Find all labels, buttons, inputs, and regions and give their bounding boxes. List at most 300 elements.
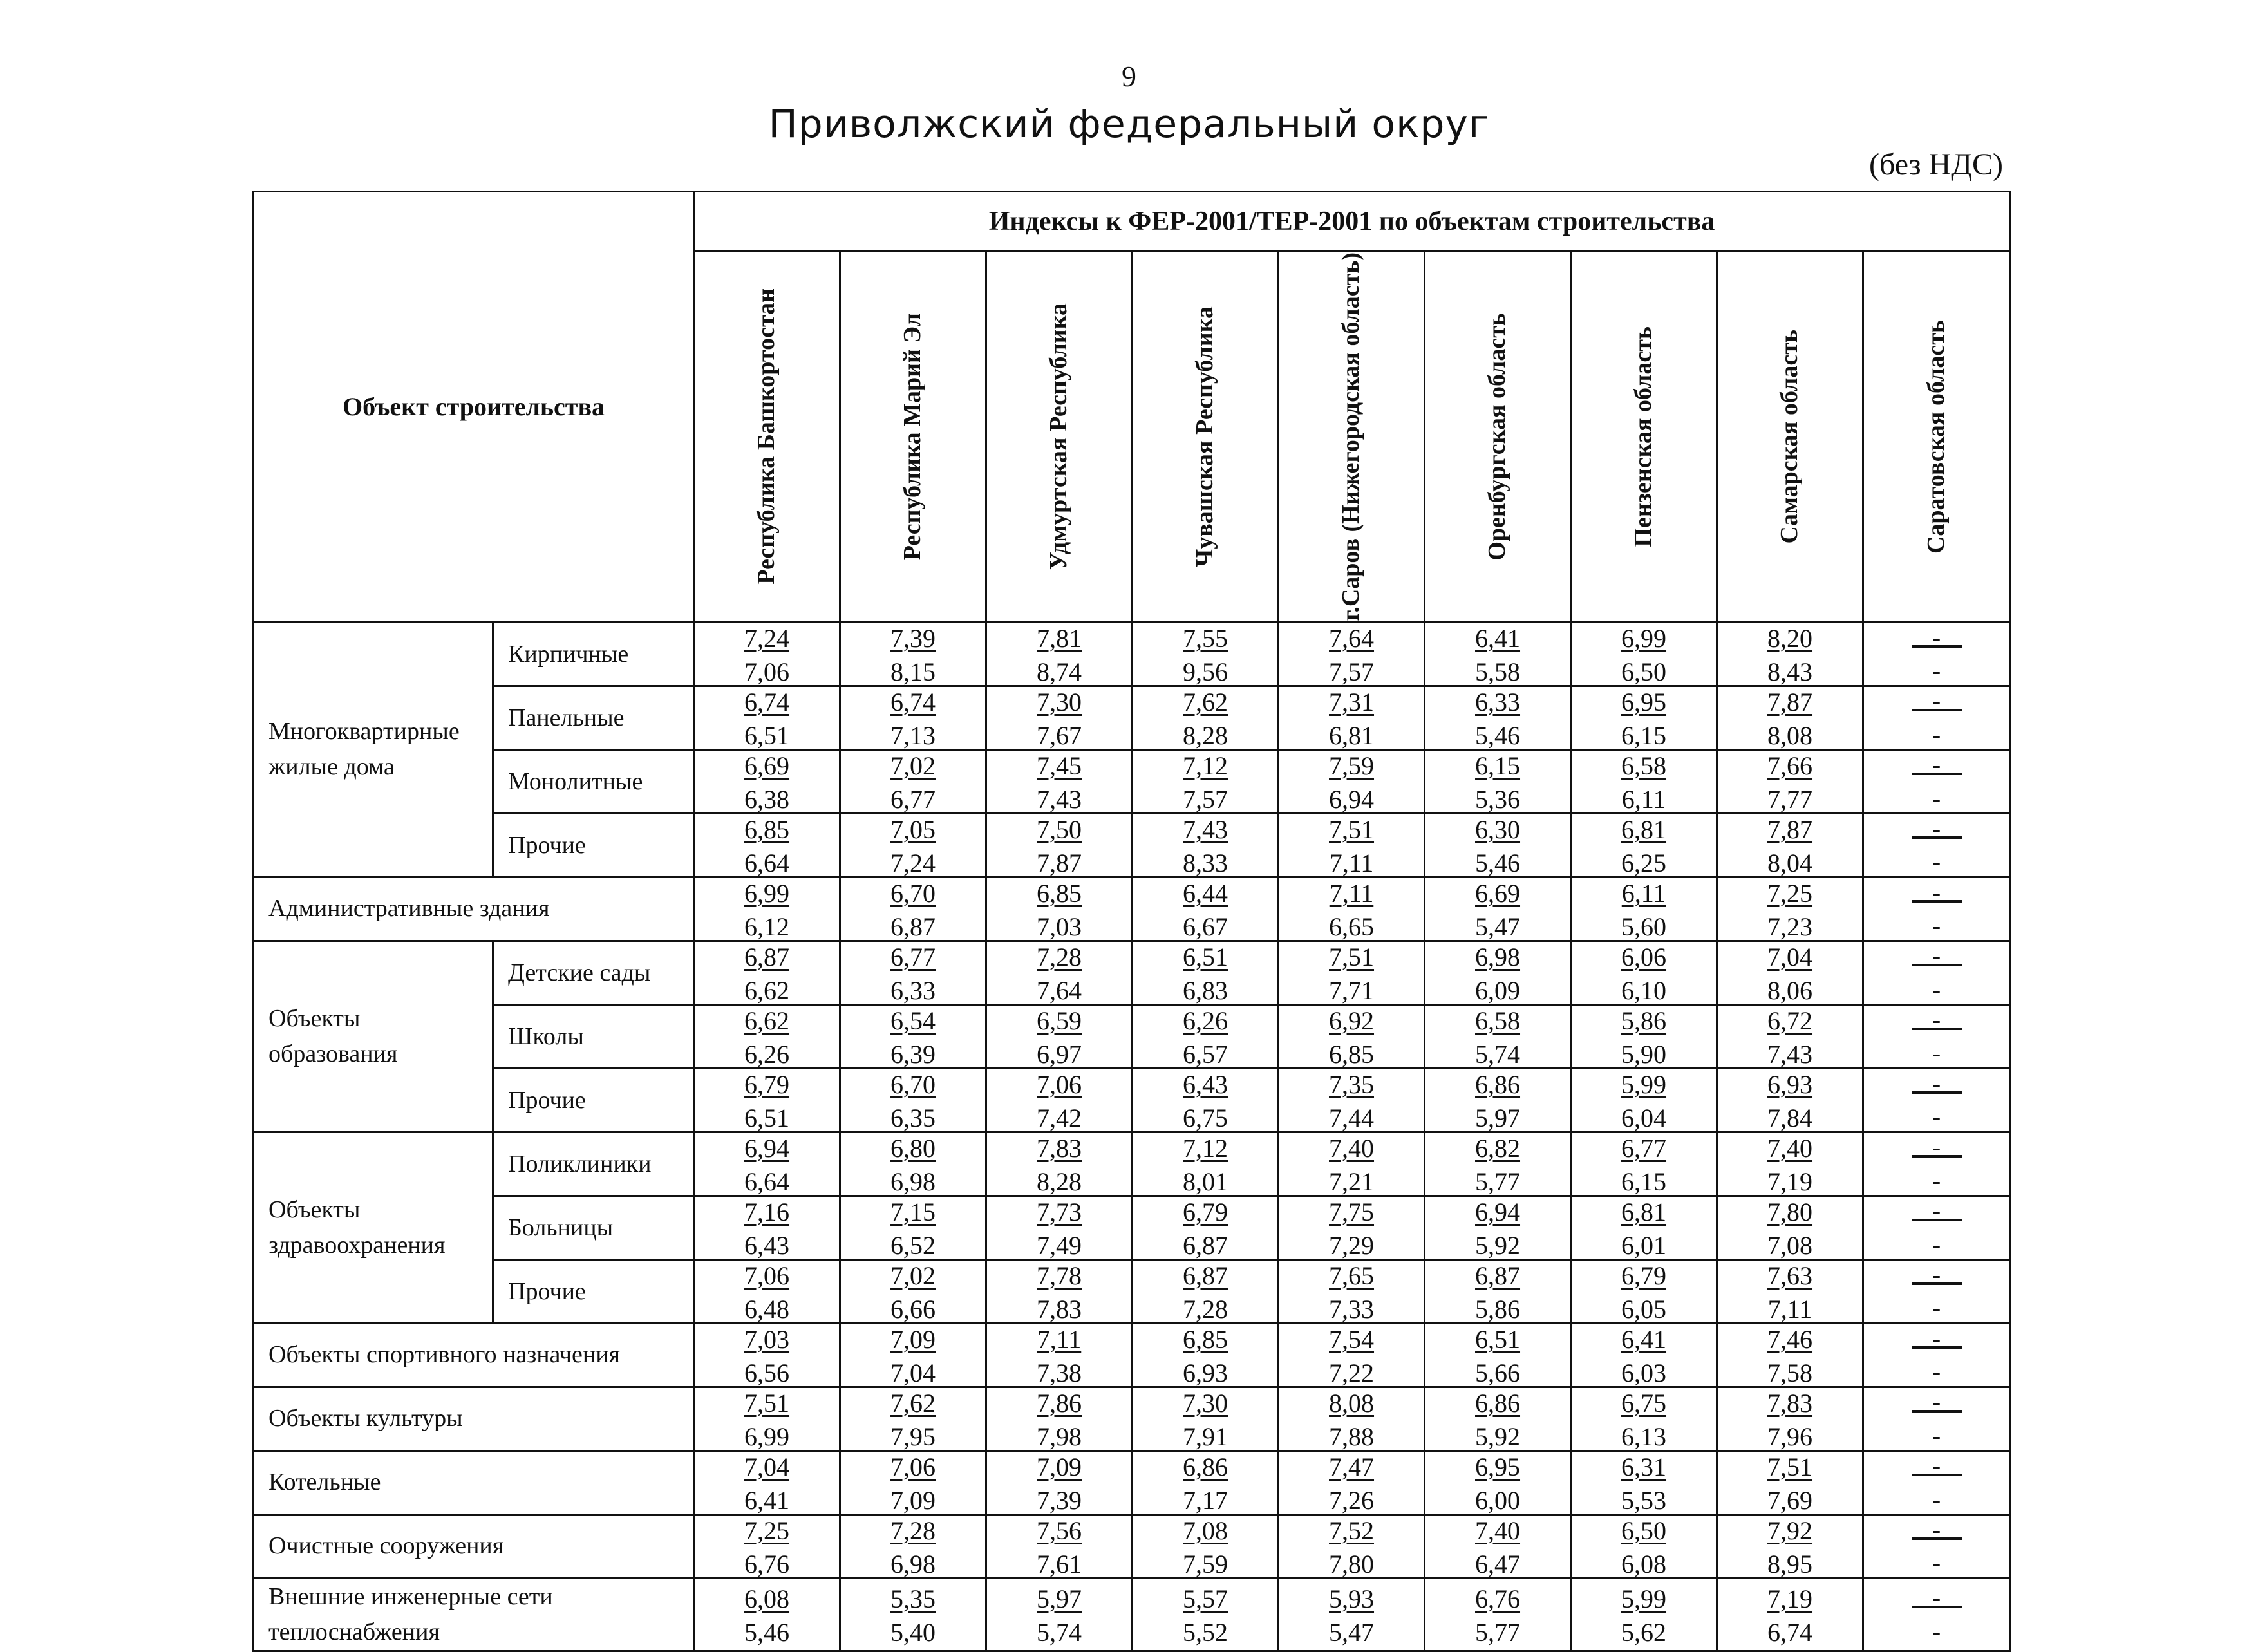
index-value-bottom: 7,06 bbox=[744, 657, 790, 686]
index-value-bottom: 7,24 bbox=[890, 848, 936, 878]
index-value-top: 7,54 bbox=[1329, 1324, 1375, 1354]
table-row bbox=[254, 1004, 2010, 1068]
group-label: Объекты образования bbox=[254, 941, 493, 1132]
index-cell bbox=[1133, 1004, 1279, 1068]
index-value-bottom: 6,98 bbox=[890, 1167, 936, 1196]
index-cell bbox=[1863, 1450, 2010, 1514]
index-value-top: 6,85 bbox=[744, 814, 790, 844]
index-value-top: 7,50 bbox=[1037, 814, 1082, 844]
index-cell bbox=[694, 877, 840, 941]
index-cell bbox=[1133, 1196, 1279, 1259]
index-value-top: - bbox=[1912, 757, 1962, 775]
index-cell bbox=[986, 1450, 1133, 1514]
index-cell bbox=[694, 1514, 840, 1578]
index-value-bottom: 7,08 bbox=[1767, 1230, 1813, 1260]
index-value-top: 6,98 bbox=[1475, 942, 1521, 971]
index-cell bbox=[1279, 1450, 1425, 1514]
index-value-bottom: 6,87 bbox=[1183, 1230, 1228, 1260]
index-value-bottom: 8,74 bbox=[1037, 657, 1082, 686]
index-cell bbox=[986, 1514, 1133, 1578]
index-value-bottom: 6,25 bbox=[1621, 848, 1667, 878]
index-cell bbox=[1133, 1514, 1279, 1578]
index-cell bbox=[1133, 1259, 1279, 1323]
index-value-bottom: 7,04 bbox=[890, 1358, 936, 1387]
index-cell bbox=[1425, 1450, 1571, 1514]
column-header bbox=[1717, 252, 1863, 623]
index-value-bottom: 5,47 bbox=[1329, 1617, 1375, 1647]
index-cell bbox=[1425, 749, 1571, 813]
index-value-bottom: 7,77 bbox=[1767, 784, 1813, 814]
index-cell bbox=[1717, 622, 1863, 686]
index-value-bottom: 7,33 bbox=[1329, 1294, 1375, 1324]
index-cell bbox=[840, 622, 986, 686]
index-value-bottom: 7,49 bbox=[1037, 1230, 1082, 1260]
index-value-bottom: 6,98 bbox=[890, 1549, 936, 1579]
index-value-bottom: 6,77 bbox=[890, 784, 936, 814]
index-value-top: 7,64 bbox=[1329, 623, 1375, 653]
index-cell bbox=[986, 941, 1133, 1004]
index-value-top: 7,03 bbox=[744, 1324, 790, 1354]
index-cell bbox=[1279, 1196, 1425, 1259]
index-value-bottom: 6,74 bbox=[1767, 1617, 1813, 1647]
index-value-top: 5,99 bbox=[1621, 1069, 1667, 1099]
table-row bbox=[254, 941, 2010, 1004]
index-value-bottom: 5,74 bbox=[1475, 1039, 1521, 1069]
index-value-bottom: 5,92 bbox=[1475, 1230, 1521, 1260]
index-cell bbox=[1425, 1068, 1571, 1132]
index-cell bbox=[1133, 686, 1279, 749]
index-value-bottom: 6,15 bbox=[1621, 1167, 1667, 1196]
index-cell bbox=[986, 686, 1133, 749]
index-value-bottom: 8,06 bbox=[1767, 975, 1813, 1005]
index-cell bbox=[986, 622, 1133, 686]
index-value-bottom: 6,00 bbox=[1475, 1485, 1521, 1515]
index-value-top: 7,81 bbox=[1037, 623, 1082, 653]
index-value-top: 6,79 bbox=[1183, 1197, 1228, 1226]
subcategory-label: Панельные bbox=[493, 686, 694, 749]
index-value-bottom: 6,93 bbox=[1183, 1358, 1228, 1387]
index-value-bottom: 7,69 bbox=[1767, 1485, 1813, 1515]
index-value-top: 7,06 bbox=[1037, 1069, 1082, 1099]
index-cell bbox=[1425, 1514, 1571, 1578]
index-value-bottom: 5,66 bbox=[1475, 1358, 1521, 1387]
index-value-top: 7,02 bbox=[890, 1261, 936, 1290]
index-value-top: 6,86 bbox=[1475, 1388, 1521, 1418]
index-value-bottom: 6,26 bbox=[744, 1039, 790, 1069]
index-value-bottom: - bbox=[1932, 1229, 1941, 1259]
index-value-bottom: 6,38 bbox=[744, 784, 790, 814]
index-cell bbox=[1571, 1387, 1717, 1450]
index-value-top: 7,19 bbox=[1767, 1584, 1813, 1613]
index-value-bottom: 7,11 bbox=[1767, 1294, 1812, 1324]
index-value-bottom: - bbox=[1932, 655, 1941, 685]
index-value-bottom: 5,40 bbox=[890, 1617, 936, 1647]
index-value-bottom: 7,71 bbox=[1329, 975, 1375, 1005]
index-value-top: 6,69 bbox=[744, 751, 790, 780]
index-value-bottom: 6,52 bbox=[890, 1230, 936, 1260]
index-value-top: 7,09 bbox=[890, 1324, 936, 1354]
index-value-top: 7,28 bbox=[890, 1516, 936, 1545]
index-cell bbox=[1279, 1004, 1425, 1068]
index-cell bbox=[1133, 877, 1279, 941]
index-value-top: 7,40 bbox=[1475, 1516, 1521, 1545]
index-value-top: 7,40 bbox=[1767, 1133, 1813, 1163]
index-value-bottom: 6,57 bbox=[1183, 1039, 1228, 1069]
index-value-bottom: 7,88 bbox=[1329, 1422, 1375, 1451]
index-value-bottom: 7,61 bbox=[1037, 1549, 1082, 1579]
table-row bbox=[254, 1578, 2010, 1651]
index-value-top: 7,78 bbox=[1037, 1261, 1082, 1290]
column-header-label: Пензенская область bbox=[1630, 326, 1657, 547]
index-value-top: 6,51 bbox=[1475, 1324, 1521, 1354]
index-cell bbox=[1863, 1387, 2010, 1450]
index-value-bottom: 6,51 bbox=[744, 1103, 790, 1132]
index-cell bbox=[694, 813, 840, 877]
index-value-top: 6,62 bbox=[744, 1006, 790, 1035]
index-cell bbox=[1425, 941, 1571, 1004]
index-value-bottom: - bbox=[1932, 1548, 1941, 1577]
index-cell bbox=[986, 877, 1133, 941]
index-value-top: 7,66 bbox=[1767, 751, 1813, 780]
index-cell bbox=[1571, 1132, 1717, 1196]
index-value-top: 7,24 bbox=[744, 623, 790, 653]
index-cell bbox=[1571, 1323, 1717, 1387]
index-value-top: 7,11 bbox=[1329, 878, 1374, 908]
index-cell bbox=[1571, 1004, 1717, 1068]
index-value-top: 7,51 bbox=[1767, 1452, 1813, 1481]
subcategory-label: Больницы bbox=[493, 1196, 694, 1259]
index-value-top: 6,95 bbox=[1621, 687, 1667, 717]
index-cell bbox=[1717, 877, 1863, 941]
index-value-top: 7,59 bbox=[1329, 751, 1375, 780]
table-row bbox=[254, 1323, 2010, 1387]
table-row bbox=[254, 813, 2010, 877]
index-value-top: 7,30 bbox=[1183, 1388, 1228, 1418]
index-value-top: 6,51 bbox=[1183, 942, 1228, 971]
index-value-bottom: - bbox=[1932, 1356, 1941, 1386]
index-cell bbox=[694, 1578, 840, 1651]
index-value-bottom: 6,67 bbox=[1183, 912, 1228, 941]
index-value-bottom: 6,75 bbox=[1183, 1103, 1228, 1132]
table-row bbox=[254, 686, 2010, 749]
index-cell bbox=[1133, 941, 1279, 1004]
index-value-bottom: 6,94 bbox=[1329, 784, 1375, 814]
index-value-top: 7,92 bbox=[1767, 1516, 1813, 1545]
index-value-bottom: 6,47 bbox=[1475, 1549, 1521, 1579]
index-cell bbox=[1279, 686, 1425, 749]
index-value-top: 7,51 bbox=[744, 1388, 790, 1418]
index-value-bottom: 6,10 bbox=[1621, 975, 1667, 1005]
column-header bbox=[1425, 252, 1571, 623]
index-cell bbox=[840, 686, 986, 749]
index-value-bottom: 5,47 bbox=[1475, 912, 1521, 941]
index-value-top: - bbox=[1912, 1140, 1962, 1158]
index-cell bbox=[694, 1323, 840, 1387]
index-value-top: 6,80 bbox=[890, 1133, 936, 1163]
index-value-bottom: 7,23 bbox=[1767, 912, 1813, 941]
index-value-bottom: 7,09 bbox=[890, 1485, 936, 1515]
index-cell bbox=[986, 1259, 1133, 1323]
index-value-top: 6,72 bbox=[1767, 1006, 1813, 1035]
index-cell bbox=[1863, 1578, 2010, 1651]
index-value-top: 7,35 bbox=[1329, 1069, 1375, 1099]
index-cell bbox=[986, 1578, 1133, 1651]
index-value-top: - bbox=[1912, 1458, 1962, 1476]
index-value-bottom: 5,92 bbox=[1475, 1422, 1521, 1451]
category-label: Административные здания bbox=[254, 877, 694, 941]
page-number: 9 bbox=[1122, 60, 1136, 93]
index-value-bottom: 7,29 bbox=[1329, 1230, 1375, 1260]
index-value-top: 5,99 bbox=[1621, 1584, 1667, 1613]
index-value-top: 7,47 bbox=[1329, 1452, 1375, 1481]
index-cell bbox=[1571, 877, 1717, 941]
index-cell bbox=[694, 749, 840, 813]
index-value-bottom: 7,80 bbox=[1329, 1549, 1375, 1579]
index-value-top: 7,39 bbox=[890, 623, 936, 653]
group-label: Многоквартирные жилые дома bbox=[254, 622, 493, 877]
index-value-bottom: 6,41 bbox=[744, 1485, 790, 1515]
index-cell bbox=[1863, 622, 2010, 686]
index-cell bbox=[694, 1387, 840, 1450]
index-value-top: 6,30 bbox=[1475, 814, 1521, 844]
table-row bbox=[254, 1387, 2010, 1450]
index-cell bbox=[1571, 1450, 1717, 1514]
index-cell bbox=[1863, 1323, 2010, 1387]
index-cell bbox=[1863, 1196, 2010, 1259]
index-value-top: 6,41 bbox=[1621, 1324, 1667, 1354]
index-value-top: - bbox=[1912, 630, 1962, 648]
index-cell bbox=[1279, 941, 1425, 1004]
index-cell bbox=[1279, 622, 1425, 686]
column-header bbox=[1571, 252, 1717, 623]
index-value-top: 6,11 bbox=[1621, 878, 1666, 908]
category-label: Очистные сооружения bbox=[254, 1514, 694, 1578]
index-value-bottom: 6,83 bbox=[1183, 975, 1228, 1005]
index-value-bottom: 7,11 bbox=[1329, 848, 1374, 878]
index-value-bottom: 6,33 bbox=[890, 975, 936, 1005]
index-cell bbox=[1717, 686, 1863, 749]
index-value-top: - bbox=[1912, 821, 1962, 839]
index-cell bbox=[986, 1323, 1133, 1387]
index-cell bbox=[1279, 1387, 1425, 1450]
index-cell bbox=[1717, 813, 1863, 877]
index-value-bottom: - bbox=[1932, 783, 1941, 812]
index-cell bbox=[986, 749, 1133, 813]
table-row bbox=[254, 622, 2010, 686]
index-cell bbox=[1571, 749, 1717, 813]
index-value-bottom: 6,01 bbox=[1621, 1230, 1667, 1260]
index-cell bbox=[986, 1196, 1133, 1259]
index-cell bbox=[1133, 1450, 1279, 1514]
index-cell bbox=[1133, 1132, 1279, 1196]
index-cell bbox=[1717, 749, 1863, 813]
index-cell bbox=[986, 1387, 1133, 1450]
index-cell bbox=[1425, 1004, 1571, 1068]
index-value-bottom: 5,52 bbox=[1183, 1617, 1228, 1647]
index-value-top: 6,99 bbox=[744, 878, 790, 908]
index-value-bottom: 7,91 bbox=[1183, 1422, 1228, 1451]
index-value-bottom: 7,87 bbox=[1037, 848, 1082, 878]
index-value-top: - bbox=[1912, 948, 1962, 966]
index-cell bbox=[840, 1132, 986, 1196]
subcategory-label: Монолитные bbox=[493, 749, 694, 813]
index-value-bottom: 8,01 bbox=[1183, 1167, 1228, 1196]
index-value-bottom: 7,58 bbox=[1767, 1358, 1813, 1387]
index-value-bottom: 7,44 bbox=[1329, 1103, 1375, 1132]
index-value-top: 7,46 bbox=[1767, 1324, 1813, 1354]
index-value-top: 6,69 bbox=[1475, 878, 1521, 908]
index-value-bottom: 6,43 bbox=[744, 1230, 790, 1260]
index-cell bbox=[1425, 1578, 1571, 1651]
index-cell bbox=[1717, 1514, 1863, 1578]
index-value-top: 6,94 bbox=[744, 1133, 790, 1163]
index-value-top: 7,86 bbox=[1037, 1388, 1082, 1418]
category-label: Котельные bbox=[254, 1450, 694, 1514]
index-cell bbox=[1717, 1450, 1863, 1514]
index-value-top: 6,41 bbox=[1475, 623, 1521, 653]
index-value-bottom: 7,42 bbox=[1037, 1103, 1082, 1132]
index-value-top: 7,08 bbox=[1183, 1516, 1228, 1545]
index-value-top: - bbox=[1912, 1012, 1962, 1030]
index-value-top: 7,11 bbox=[1037, 1324, 1082, 1354]
index-cell bbox=[1133, 749, 1279, 813]
index-value-top: 7,16 bbox=[744, 1197, 790, 1226]
index-value-bottom: - bbox=[1932, 1102, 1941, 1131]
unit-note: (без НДС) bbox=[1868, 147, 2003, 182]
index-value-top: 5,57 bbox=[1183, 1584, 1228, 1613]
index-cell bbox=[1571, 1196, 1717, 1259]
index-cell bbox=[986, 813, 1133, 877]
index-value-top: 7,40 bbox=[1329, 1133, 1375, 1163]
index-cell bbox=[1133, 813, 1279, 877]
index-value-top: 7,65 bbox=[1329, 1261, 1375, 1290]
index-value-top: - bbox=[1912, 1203, 1962, 1221]
index-cell bbox=[840, 1450, 986, 1514]
index-cell bbox=[840, 941, 986, 1004]
index-value-bottom: 6,81 bbox=[1329, 720, 1375, 750]
index-value-bottom: 7,43 bbox=[1037, 784, 1082, 814]
index-cell bbox=[1717, 1387, 1863, 1450]
index-value-bottom: - bbox=[1932, 1293, 1941, 1322]
subcategory-label: Кирпичные bbox=[493, 622, 694, 686]
index-value-top: 5,97 bbox=[1037, 1584, 1082, 1613]
index-value-bottom: 5,46 bbox=[744, 1617, 790, 1647]
index-cell bbox=[1133, 622, 1279, 686]
index-cell bbox=[986, 1004, 1133, 1068]
index-value-top: 7,55 bbox=[1183, 623, 1228, 653]
index-value-top: 6,87 bbox=[744, 942, 790, 971]
index-value-top: 7,06 bbox=[890, 1452, 936, 1481]
index-cell bbox=[1279, 1323, 1425, 1387]
index-cell bbox=[1571, 622, 1717, 686]
index-value-bottom: 7,96 bbox=[1767, 1422, 1813, 1451]
index-value-top: - bbox=[1912, 1267, 1962, 1285]
table-row bbox=[254, 1068, 2010, 1132]
table-row bbox=[254, 1132, 2010, 1196]
index-value-top: 6,81 bbox=[1621, 1197, 1667, 1226]
column-header bbox=[1279, 252, 1425, 623]
index-cell bbox=[1279, 1068, 1425, 1132]
index-value-top: 7,43 bbox=[1183, 814, 1228, 844]
index-value-bottom: 6,03 bbox=[1621, 1358, 1667, 1387]
index-value-top: 6,06 bbox=[1621, 942, 1667, 971]
subcategory-label: Прочие bbox=[493, 813, 694, 877]
index-cell bbox=[1133, 1387, 1279, 1450]
index-value-bottom: 7,83 bbox=[1037, 1294, 1082, 1324]
index-value-top: 7,12 bbox=[1183, 1133, 1228, 1163]
index-cell bbox=[1863, 686, 2010, 749]
index-value-bottom: 5,97 bbox=[1475, 1103, 1521, 1132]
index-value-bottom: 6,56 bbox=[744, 1358, 790, 1387]
index-cell bbox=[840, 749, 986, 813]
index-cell bbox=[840, 1259, 986, 1323]
index-value-top: 7,15 bbox=[890, 1197, 936, 1226]
index-cell bbox=[1863, 877, 2010, 941]
index-value-bottom: - bbox=[1932, 1165, 1941, 1195]
index-value-top: 7,12 bbox=[1183, 751, 1228, 780]
index-value-bottom: 6,64 bbox=[744, 848, 790, 878]
index-value-top: 6,70 bbox=[890, 878, 936, 908]
index-value-bottom: 8,28 bbox=[1037, 1167, 1082, 1196]
index-cell bbox=[1425, 1196, 1571, 1259]
index-cell bbox=[1425, 1323, 1571, 1387]
index-value-bottom: 7,43 bbox=[1767, 1039, 1813, 1069]
index-value-top: 7,62 bbox=[890, 1388, 936, 1418]
index-value-bottom: 7,03 bbox=[1037, 912, 1082, 941]
index-value-top: 6,59 bbox=[1037, 1006, 1082, 1035]
index-value-bottom: 5,46 bbox=[1475, 848, 1521, 878]
index-value-bottom: 6,08 bbox=[1621, 1549, 1667, 1579]
index-value-bottom: 6,15 bbox=[1621, 720, 1667, 750]
index-value-bottom: 7,67 bbox=[1037, 720, 1082, 750]
column-header-label: Республика Марий Эл bbox=[899, 313, 927, 561]
index-value-bottom: - bbox=[1932, 847, 1941, 876]
index-value-top: 6,31 bbox=[1621, 1452, 1667, 1481]
index-value-top: 6,15 bbox=[1475, 751, 1521, 780]
index-value-top: 6,93 bbox=[1767, 1069, 1813, 1099]
index-cell bbox=[1425, 1259, 1571, 1323]
index-value-top: 7,52 bbox=[1329, 1516, 1375, 1545]
index-cell bbox=[1863, 749, 2010, 813]
index-cell bbox=[1863, 1068, 2010, 1132]
index-value-bottom: 6,50 bbox=[1621, 657, 1667, 686]
index-cell bbox=[1717, 941, 1863, 1004]
index-value-top: 7,75 bbox=[1329, 1197, 1375, 1226]
index-cell bbox=[1425, 877, 1571, 941]
index-value-bottom: 6,11 bbox=[1621, 784, 1666, 814]
table-row bbox=[254, 749, 2010, 813]
index-cell bbox=[1571, 813, 1717, 877]
column-header-label: Республика Башкортостан bbox=[753, 288, 780, 585]
column-header bbox=[1133, 252, 1279, 623]
index-cell bbox=[1279, 813, 1425, 877]
table-row bbox=[254, 877, 2010, 941]
index-value-top: 6,74 bbox=[890, 687, 936, 717]
index-cell bbox=[1571, 941, 1717, 1004]
index-cell bbox=[694, 1196, 840, 1259]
index-value-top: 6,44 bbox=[1183, 878, 1228, 908]
index-value-top: 6,87 bbox=[1475, 1261, 1521, 1290]
index-cell bbox=[840, 1578, 986, 1651]
index-value-top: 6,77 bbox=[890, 942, 936, 971]
index-value-bottom: - bbox=[1932, 1616, 1941, 1646]
index-value-top: 6,85 bbox=[1037, 878, 1082, 908]
index-value-top: 6,79 bbox=[744, 1069, 790, 1099]
index-cell bbox=[694, 1068, 840, 1132]
index-value-bottom: 7,19 bbox=[1767, 1167, 1813, 1196]
index-value-top: 6,79 bbox=[1621, 1261, 1667, 1290]
index-value-bottom: 8,95 bbox=[1767, 1549, 1813, 1579]
